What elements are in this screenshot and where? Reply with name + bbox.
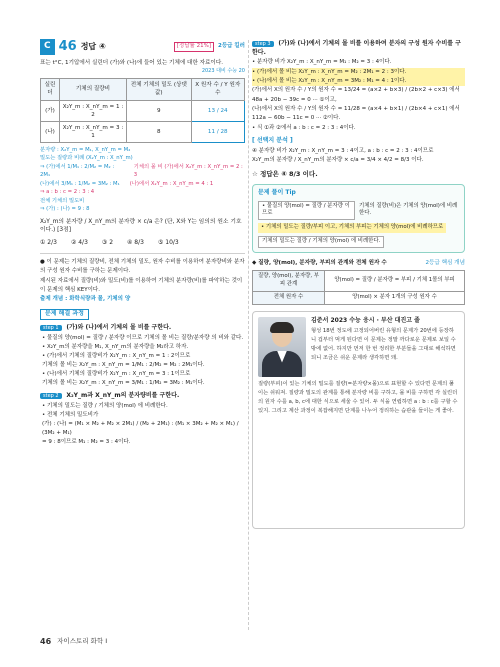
step-line: (가)에서 X의 원자 수 / Y의 원자 수 = 13/24 = (a×2 + b×3) / (2b×2 + c×3) 에서 [252, 87, 460, 94]
table-cell: X₂Y_m : X_nY_m = 1 : 2 [59, 100, 126, 121]
choice-item[interactable]: ① 2/3 [40, 238, 57, 246]
tip-line: • 물질의 양(mol) = 질량 / 분자량 이므로 [258, 201, 355, 221]
concept-table [252, 270, 465, 304]
step-tag: step 1 [40, 325, 62, 331]
annotation: (나)에서 3/M₁ : 1/M₂ = 3M₂ : M₁ [40, 180, 120, 187]
annotation: ⇒ (가)에서 1/M₁ : 2/M₂ = M₂ : 2M₁ [40, 163, 115, 179]
table-cell: X₂Y_m : X_nY_m = 3 : 1 [59, 121, 126, 142]
final-answer: ☆ 정답은 ④ 8/3 이다. [252, 169, 318, 178]
question-header [40, 38, 245, 56]
table-header-cell: 실린더 [41, 79, 60, 100]
mentor-photo [258, 317, 306, 377]
table-header-cell: 전체 기체의 밀도 (상댓값) [127, 79, 192, 100]
tip-line: 기체의 질량(비)은 기체의 양(mol)에 비례한다. [359, 202, 458, 217]
table-cell: 양(mol) × 분자 1개의 구성 원자 수 [325, 291, 465, 304]
analysis-paragraph: 제시된 자료에서 질량(비)와 밀도(비)를 이용하여 기체의 분자량(비)를 파악하는 것이 이 문제의 핵심 KEY이다. [40, 277, 243, 293]
table-header-row [41, 79, 245, 100]
exam-type: 출제 개념 : 화학식량과 몰, 기체의 양 [40, 296, 131, 303]
step-2 [40, 392, 245, 447]
table-cell: 질량, 양(mol), 분자량, 부피 관계 [253, 271, 325, 292]
book-title: 자이스토리 화학 I [57, 637, 108, 646]
step-tag: step 2 [40, 393, 62, 399]
divider [40, 253, 245, 254]
table-cell: 양(mol) = 질량 / 분자량 = 부피 / 기체 1몰의 부피 [325, 271, 465, 292]
step-line: • (나)에서 기체의 질량비가 X₂Y_m : X_nY_m = 3 : 1이므로 [42, 371, 191, 378]
step-line: • (나)에서 몰 비는 X₂Y_m : X_nY_m = 3M₂ : M₁ = 4 : 1이다. [252, 77, 465, 86]
concept-badge: 2등급 핵심 개념 [425, 259, 465, 266]
question-line: X₂Y_m의 분자량 / X_nY_m의 분자량 × c/a 은? (단, X와 Y는 임의의 원소 기호이다.) [3점] [40, 218, 242, 234]
step-line: (나)에서 X의 원자 수 / Y의 원자 수 = 11/28 = (a×4 + b×1) / (2b×4 + c×1) 에서 [252, 106, 460, 113]
annotation: 분자량 : X₂Y_m = M₁, X_nY_m = M₂ [40, 147, 131, 154]
table-row [253, 271, 465, 292]
mentor-text-more: 질량(부피)이 있는 기체의 밀도를 질량(=분자량×몰)으로 표현할 수 있다면 문제의 풀이는 쉬워져. 질량과 밀도의 관계를 통해 분자량 비를 구하고, 몰 비를 구하면 각 실린더의 원자 수를 a, b, c에 대한 식으로 세울 수 있어. 두 식을 연립하면 a : b : c를 구할 수 있지. 그리고 계산 과정이 복잡해지면 단계를 나누어 정리하는 습관을 들이는 게 좋아. [258, 380, 458, 414]
step-line: • X₂Y_m의 분자량을 M₁, X_nY_m의 분자량을 M₂라고 하자. [42, 343, 189, 350]
left-column [40, 38, 245, 447]
annotation: ⇒ a : b : c = 2 : 3 : 4 [40, 189, 95, 196]
selection-analysis [252, 147, 465, 166]
analysis [40, 258, 245, 294]
step-title: X₂Y_m과 X_nY_m의 분자량비를 구한다. [66, 392, 180, 400]
table-row [253, 291, 465, 304]
tip-box [252, 184, 465, 253]
step-line: • 전체 기체의 밀도비가 [42, 411, 99, 418]
table-cell: (나) [41, 121, 60, 142]
table-cell: 13 / 24 [191, 100, 244, 121]
tip-line: • 기체의 밀도는 질량/부피 이고, 기체의 부피는 기체의 양(mol)에 비례하므로 [258, 223, 446, 233]
table-cell: 전체 원자 수 [253, 291, 325, 304]
mentor-name: 김준서 2023 수능 응시 · 부산 대진고 졸 [311, 316, 420, 324]
step-body [252, 58, 465, 133]
step-line: • (가)에서 기체의 질량비가 X₂Y_m : X_nY_m = 1 : 2이므로 [42, 352, 191, 359]
table-header-cell: 기체의 질량비 [59, 79, 126, 100]
step-title: (가)와 (나)에서 기체의 몰 비를 이용하여 분자의 구성 원자 수비를 구한다. [252, 40, 461, 56]
exam-source: 2023 대비 수능 20 [201, 68, 245, 75]
step-tag: step 3 [252, 41, 274, 47]
concept-header [252, 259, 465, 267]
step-line: = 9 : 8이므로 M₁ : M₂ = 3 : 4이다. [42, 439, 131, 446]
solution-title: 문제 해결 과정 [40, 309, 89, 320]
category-label: 2등급 킬러 [218, 43, 245, 50]
analysis-paragraph: ● 이 문제는 기체의 질량비, 전체 기체의 밀도, 원자 수비를 이용하여 분자량비와 분자의 구성 원자 수비를 구하는 문제이다. [40, 259, 245, 275]
selection-line: X₂Y_m의 분자량 / X_nY_m의 분자량 × c/a = 3/4 × 4/2 = 8/3 이다. [252, 157, 424, 164]
choice-item[interactable]: ② 4/3 [70, 238, 88, 246]
choice-list [40, 239, 245, 248]
tip-line: 기체의 밀도는 질량 / 기체의 양(mol) 에 비례한다. [258, 236, 384, 248]
step-body [40, 402, 245, 447]
step-line: • 식 ①과 ②에서 a : b : c = 2 : 3 : 4이다. [252, 124, 356, 131]
annotation: 전체 기체의 밀도비 [40, 197, 85, 204]
step-3 [252, 40, 465, 133]
mentor-text: 형성 18번 정도에 고정되어버린 유형의 문제가 20번에 등장하니 겁부터 먹게 된다면 이 문제는 정말 까다로운 문제로 보일 수밖에 없어. 하지만 먼저 한 번 정리한 부분들을 그대로 해석하면 되니 조금은 쉬운 문제라 생각하면 돼. [311, 328, 456, 362]
annotation: (나)에서 X₂Y_m : X_nY_m = 4 : 1 [129, 180, 214, 187]
question-level-badge: C [40, 39, 55, 54]
annotation: 밀도는 질량과 비례 (X₂Y_m : X_nY_m) [40, 155, 133, 162]
right-column [252, 38, 465, 529]
correct-rate-badge: [정답률 21%] [174, 42, 214, 52]
step-title: (가)와 (나)에서 기체의 몰 비를 구한다. [66, 324, 172, 332]
choice-item[interactable]: ⑤ 10/3 [157, 238, 179, 246]
tip-title: 문제 풀이 Tip [258, 188, 296, 196]
table-cell: 8 [127, 121, 192, 142]
table-cell: (가) [41, 100, 60, 121]
data-table [40, 78, 245, 143]
answer-label: 정답 ④ [80, 42, 106, 52]
question-number: 46 [58, 38, 77, 54]
step-line: • 분자량 비가 X₂Y_m : X_nY_m = M₁ : M₂ = 3 : 4이다. [252, 59, 392, 66]
table-row [41, 121, 245, 142]
annotations [40, 146, 245, 214]
table-row [41, 100, 245, 121]
question-stem: 표는 t°C, 1기압에서 실린더 (가)와 (나)에 들어 있는 기체에 대한 자료이다. [40, 60, 224, 66]
step-line: • 물질의 양(mol) = 질량 / 분자량 이므로 기체의 몰 비는 질량/분자량 의 비와 같다. [42, 334, 244, 341]
table-cell: 9 [127, 100, 192, 121]
selection-line: ④ 분자량 비가 X₂Y_m : X_nY_m = 3 : 4이고, a : b : c = 2 : 3 : 4이므로 [252, 147, 434, 154]
step-line: (가) : (나) = (M₁ × M₂ + M₂ × 2M₁) / (M₂ + 2M₁) : (M₁ × 3M₂ + M₂ × M₁) / (3M₂ + M₁) [42, 420, 239, 437]
step-line: 48a + 20b − 39c = 0 ··· ①이고, [252, 96, 337, 103]
selection-analysis-title: [ 선택지 분석 ] [252, 137, 293, 145]
question-meta [174, 42, 245, 52]
page-footer [40, 636, 107, 648]
step-line: 기체의 몰 비는 X₂Y_m : X_nY_m = 3/M₁ : 1/M₂ = 3M₂ : M₁이다. [42, 380, 205, 387]
step-line: 기체의 몰 비는 X₂Y_m : X_nY_m = 1/M₁ : 2/M₂ = M₂ : 2M₁이다. [42, 361, 205, 368]
step-body [40, 334, 245, 388]
annotation: ⇒ (가) : (나) = 9 : 8 [40, 206, 90, 213]
table-header-cell: X 원자 수 / Y 원자 수 [191, 79, 244, 100]
mentor-box [252, 311, 465, 529]
annotation: 기체의 몰 비 (가)에서 X₂Y_m : X_nY_m = 2 : 3 [133, 163, 243, 179]
step-line: • 기체의 밀도는 질량 / 기체의 양(mol) 에 비례한다. [42, 402, 168, 409]
step-1 [40, 324, 245, 388]
column-divider [248, 40, 249, 630]
choice-item[interactable]: ④ 8/3 [127, 238, 144, 246]
table-cell: 11 / 28 [191, 121, 244, 142]
choice-item[interactable]: ③ 2 [101, 238, 114, 246]
page-number: 46 [40, 637, 52, 646]
step-line: 112a − 60b − 11c = 0 ··· ②이다. [252, 115, 341, 122]
concept-title: ◆ 질량, 양(mol), 분자량, 부피의 관계와 전체 원자 수 [252, 259, 387, 266]
step-line: • (가)에서 몰 비는 X₂Y_m : X_nY_m = M₂ : 2M₁ = 2 : 3이다. [252, 68, 465, 77]
